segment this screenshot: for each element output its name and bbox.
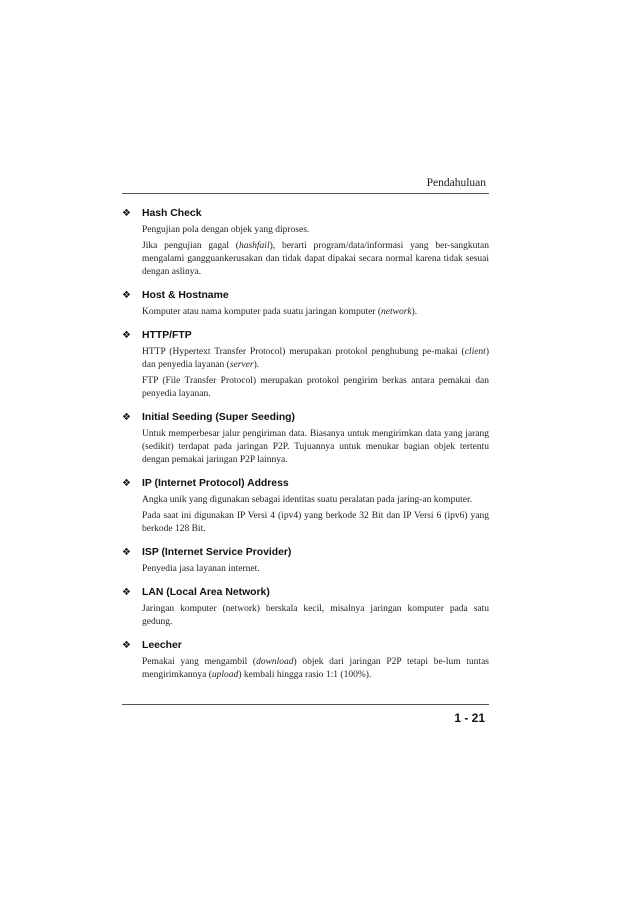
definition-paragraph [142, 240, 489, 279]
glossary-term-label: LAN (Local Area Network) [142, 587, 270, 598]
glossary-term-label: ISP (Internet Service Provider) [142, 547, 292, 558]
definition-text: HTTP (Hypertext Transfer Protocol) merupakan protokol penghubung pe-makai ( [142, 347, 465, 357]
glossary-term [122, 639, 489, 653]
glossary-entry [122, 586, 489, 629]
definition-text: Penyedia jasa layanan internet. [142, 564, 260, 574]
definition-text: Pada saat ini digunakan IP Versi 4 (ipv4) yang berkode 32 Bit dan IP Versi 6 (ipv6) yang berkode 128 Bit. [142, 511, 489, 534]
glossary-term [122, 289, 489, 303]
diamond-bullet-icon: ❖ [122, 330, 131, 341]
glossary-term-label: HTTP/FTP [142, 330, 192, 341]
glossary-term [122, 329, 489, 343]
diamond-bullet-icon: ❖ [122, 208, 131, 219]
glossary-term [122, 546, 489, 560]
definition-italic-term: client [464, 347, 486, 357]
diamond-bullet-icon: ❖ [122, 587, 131, 598]
definition-paragraph [142, 346, 489, 372]
glossary-term [122, 586, 489, 600]
definition-italic-term: hashfail [238, 241, 270, 251]
glossary-entry [122, 477, 489, 536]
definition-text: FTP (File Transfer Protocol) merupakan protokol pengirim berkas antara pemakai dan penyedia layanan. [142, 376, 489, 399]
glossary-entry [122, 639, 489, 682]
definition-italic-term: network [381, 307, 412, 317]
definition-text: Komputer atau nama komputer pada suatu jaringan komputer ( [142, 307, 382, 317]
glossary-entry [122, 546, 489, 576]
glossary-term [122, 477, 489, 491]
definition-text: Jika pengujian gagal ( [142, 241, 239, 251]
diamond-bullet-icon: ❖ [122, 547, 131, 558]
glossary-term-label: Leecher [142, 640, 182, 651]
definition-italic-term: upload [211, 670, 239, 680]
glossary-list [122, 207, 489, 692]
definition-paragraph [142, 306, 489, 319]
glossary-term-label: IP (Internet Protocol) Address [142, 478, 289, 489]
footer-rule [122, 704, 489, 705]
glossary-entry [122, 411, 489, 467]
glossary-entry [122, 207, 489, 279]
diamond-bullet-icon: ❖ [122, 478, 131, 489]
glossary-term [122, 207, 489, 221]
definition-paragraph [142, 603, 489, 629]
definition-text: ), berarti program/data/informasi yang ber-sangkutan mengalami gangguankerusakan dan tidak dapat dipakai secara normal karena tidak sesuai dengan aslinya. [142, 241, 489, 277]
page-number: 1 - 21 [454, 711, 485, 725]
glossary-term-label: Host & Hostname [142, 290, 229, 301]
definition-paragraph [142, 563, 489, 576]
definition-text: Pemakai yang mengambil ( [142, 657, 257, 667]
definition-text: ). [253, 360, 260, 370]
running-header-title: Pendahuluan [426, 177, 486, 189]
glossary-entry [122, 329, 489, 401]
definition-text: Untuk memperbesar jalur pengiriman data. Biasanya untuk mengirimkan data yang jarang (sedikit) terdapat pada jaringan P2P. Tujuannya untuk menukar bagian objek tertentu dengan pemakai jaringan P2P lainnya. [142, 429, 489, 465]
header-rule [122, 193, 489, 194]
glossary-term [122, 411, 489, 425]
definition-paragraph [142, 224, 489, 237]
definition-italic-term: download [256, 657, 294, 667]
diamond-bullet-icon: ❖ [122, 290, 131, 301]
definition-text: ) dan penyedia layanan ( [142, 347, 489, 370]
glossary-term-label: Initial Seeding (Super Seeding) [142, 412, 295, 423]
definition-text: Jaringan komputer (network) berskala kecil, misalnya jaringan komputer pada satu gedung. [142, 604, 489, 627]
definition-paragraph [142, 428, 489, 467]
diamond-bullet-icon: ❖ [122, 412, 131, 423]
definition-text: Pengujian pola dengan objek yang diproses. [142, 225, 310, 235]
definition-text: ) kembali hingga rasio 1:1 (100%). [238, 670, 372, 680]
glossary-entry [122, 289, 489, 319]
definition-paragraph [142, 375, 489, 401]
diamond-bullet-icon: ❖ [122, 640, 131, 651]
glossary-term-label: Hash Check [142, 208, 202, 219]
definition-text: ) objek dari jaringan P2P tetapi be-lum tuntas mengirimkannya ( [142, 657, 489, 680]
definition-italic-term: server [229, 360, 254, 370]
definition-text: Angka unik yang digunakan sebagai identitas suatu peralatan pada jaring-an komputer. [142, 495, 473, 505]
definition-text: ). [411, 307, 418, 317]
definition-paragraph [142, 656, 489, 682]
definition-paragraph [142, 510, 489, 536]
definition-paragraph [142, 494, 489, 507]
